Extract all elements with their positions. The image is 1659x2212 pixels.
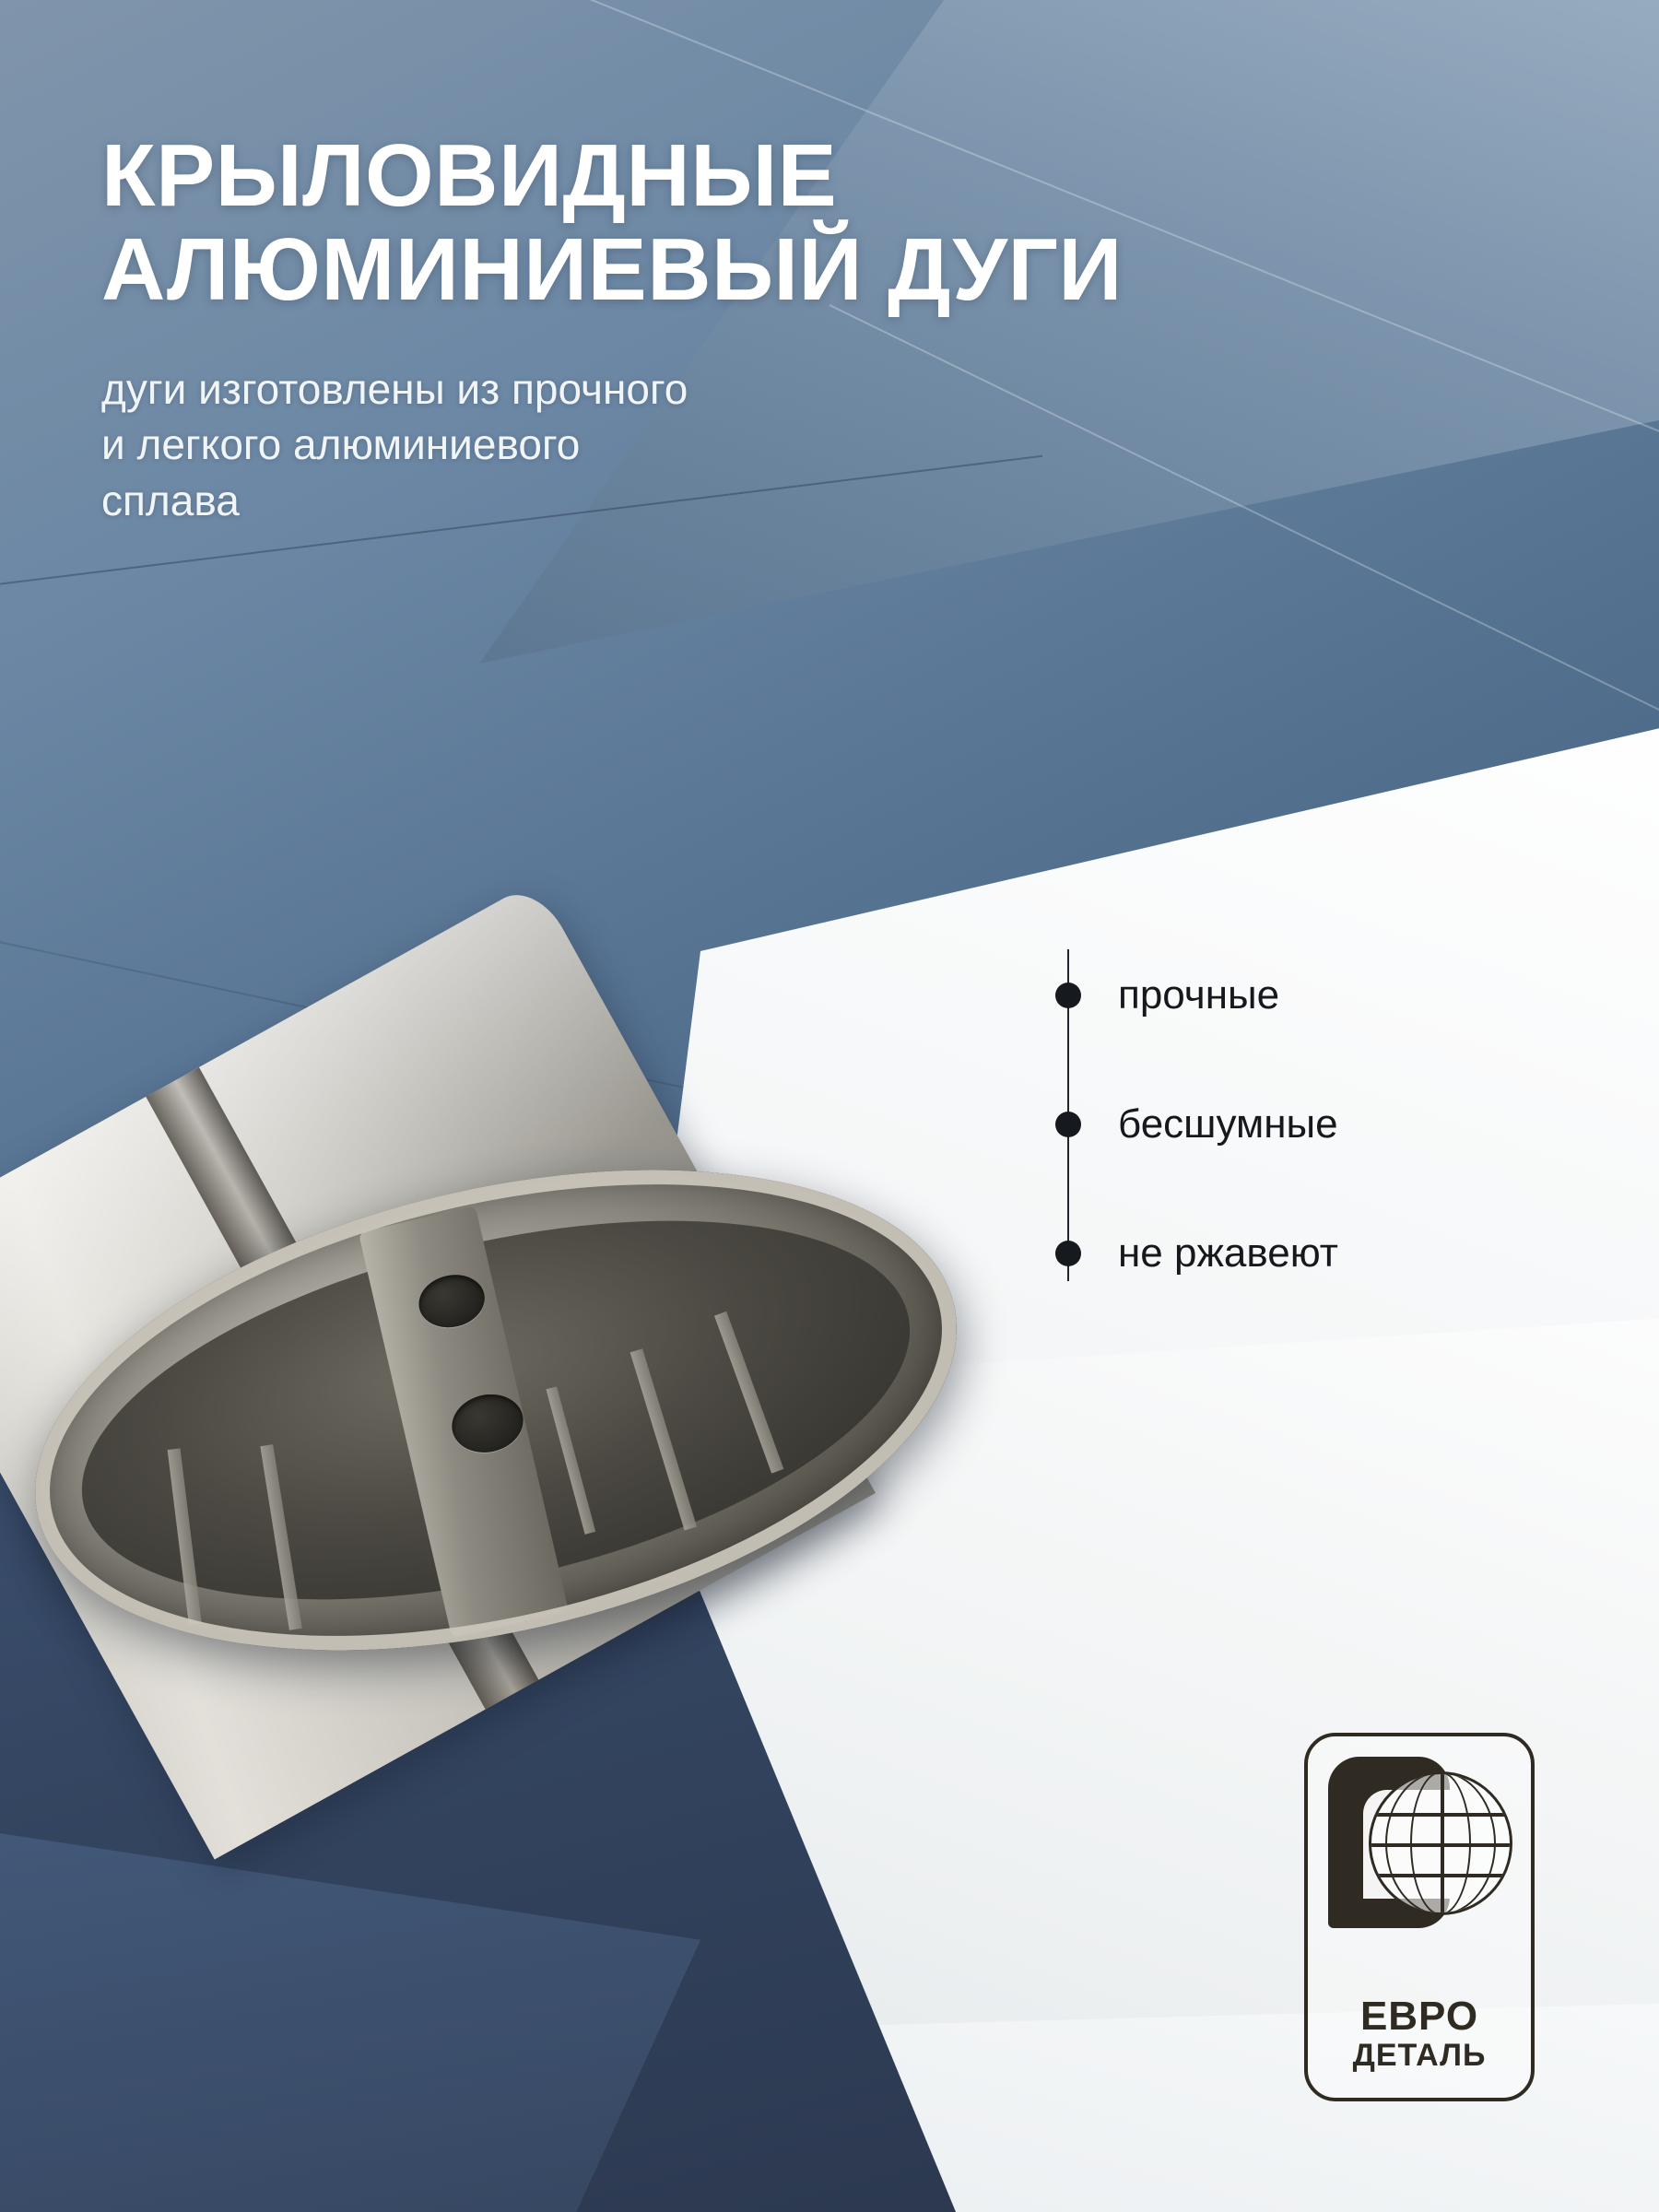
logo-name-line-2: ДЕТАЛЬ [1352,2037,1487,2073]
logo-mark [1328,1757,1512,1950]
subtitle-block [101,361,1336,529]
globe-icon [1369,1771,1512,1915]
feature-label: не ржавеют [1118,1230,1338,1276]
subtitle-line-1: дуги изготовлены из прочного [101,364,688,413]
globe-parallel [1369,1813,1512,1817]
globe-parallel [1369,1874,1512,1877]
feature-label: бесшумные [1118,1101,1338,1147]
logo-wordmark [1308,1995,1531,2074]
page-title [101,126,1336,319]
subtitle-line-2: и легкого алюминиевого [101,420,581,469]
title-line-2: АЛЮМИНИЕВЫЙ ДУГИ [101,219,1123,319]
subtitle-line-3: сплава [101,476,240,524]
headline-block [101,126,1336,529]
feature-label: прочные [1118,972,1280,1018]
brand-logo [1304,1733,1535,2101]
logo-name-line-1: ЕВРО [1359,1993,1479,2039]
list-item [1055,931,1571,1060]
bullet-dot-icon [1055,1112,1081,1137]
feature-list [1055,931,1571,1318]
list-item [1055,1060,1571,1189]
list-item [1055,1189,1571,1318]
product-image-aluminium-crossbar [9,793,1014,1751]
bullet-dot-icon [1055,1241,1081,1266]
globe-parallel [1369,1843,1512,1847]
title-line-1: КРЫЛОВИДНЫЕ [101,126,838,225]
bullet-dot-icon [1055,982,1081,1008]
